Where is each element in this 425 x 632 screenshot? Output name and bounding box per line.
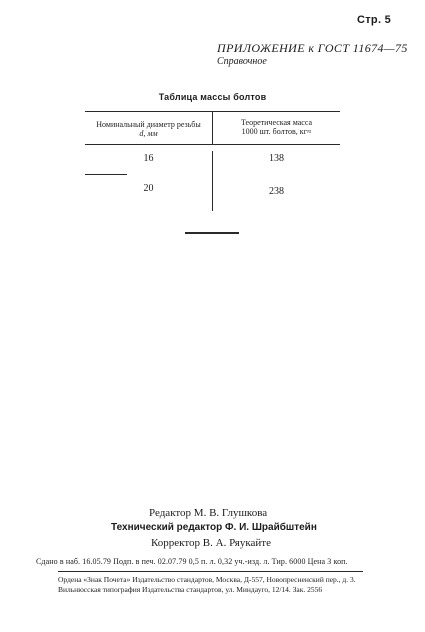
table-row-2-diameter: 20 <box>143 183 154 194</box>
column-header-diameter-line1: Номинальный диаметр резьбы <box>96 120 201 129</box>
end-rule <box>185 232 239 234</box>
tech-editor-credit: Технический редактор Ф. И. Шрайбштейн <box>111 522 317 533</box>
table-row-2-mass: 238 <box>269 186 284 197</box>
row-separator <box>85 174 127 175</box>
table-row-1-diameter: 16 <box>143 153 154 164</box>
column-header-diameter <box>85 120 212 138</box>
column-header-diameter-line2: d, мм <box>139 129 158 138</box>
column-header-mass <box>213 118 340 136</box>
imprint-printer: Вильнюсская типография Издательства стандартов, ул. Миндауго, 12/14. Зак. 2556 <box>58 585 323 594</box>
proofreader-credit: Корректор В. А. Ряукайте <box>151 537 271 549</box>
imprint-publisher: Ордена «Знак Почета» Издательство стандартов, Москва, Д-557, Новопресненский пер., д. 3. <box>58 575 356 584</box>
table-caption: Таблица массы болтов <box>158 92 267 102</box>
column-header-mass-line1: Теоретическая масса <box>240 118 313 127</box>
page-number: Стр. 5 <box>357 14 392 26</box>
table-header-rule <box>85 144 340 145</box>
column-header-mass-line2: 1000 шт. болтов, кг≈ <box>241 127 312 136</box>
publication-info: Сдано в наб. 16.05.79 Подп. в печ. 02.07.79 0,5 п. л. 0,32 уч.-изд. л. Тир. 6000 Цена 3 коп. <box>36 557 348 566</box>
editor-credit: Редактор М. В. Глушкова <box>149 507 268 519</box>
appendix-subtitle: Справочное <box>217 56 267 67</box>
appendix-title: ПРИЛОЖЕНИЕ к ГОСТ 11674—75 <box>217 41 408 55</box>
table-row-1-mass: 138 <box>269 153 284 164</box>
imprint-block <box>58 571 363 595</box>
